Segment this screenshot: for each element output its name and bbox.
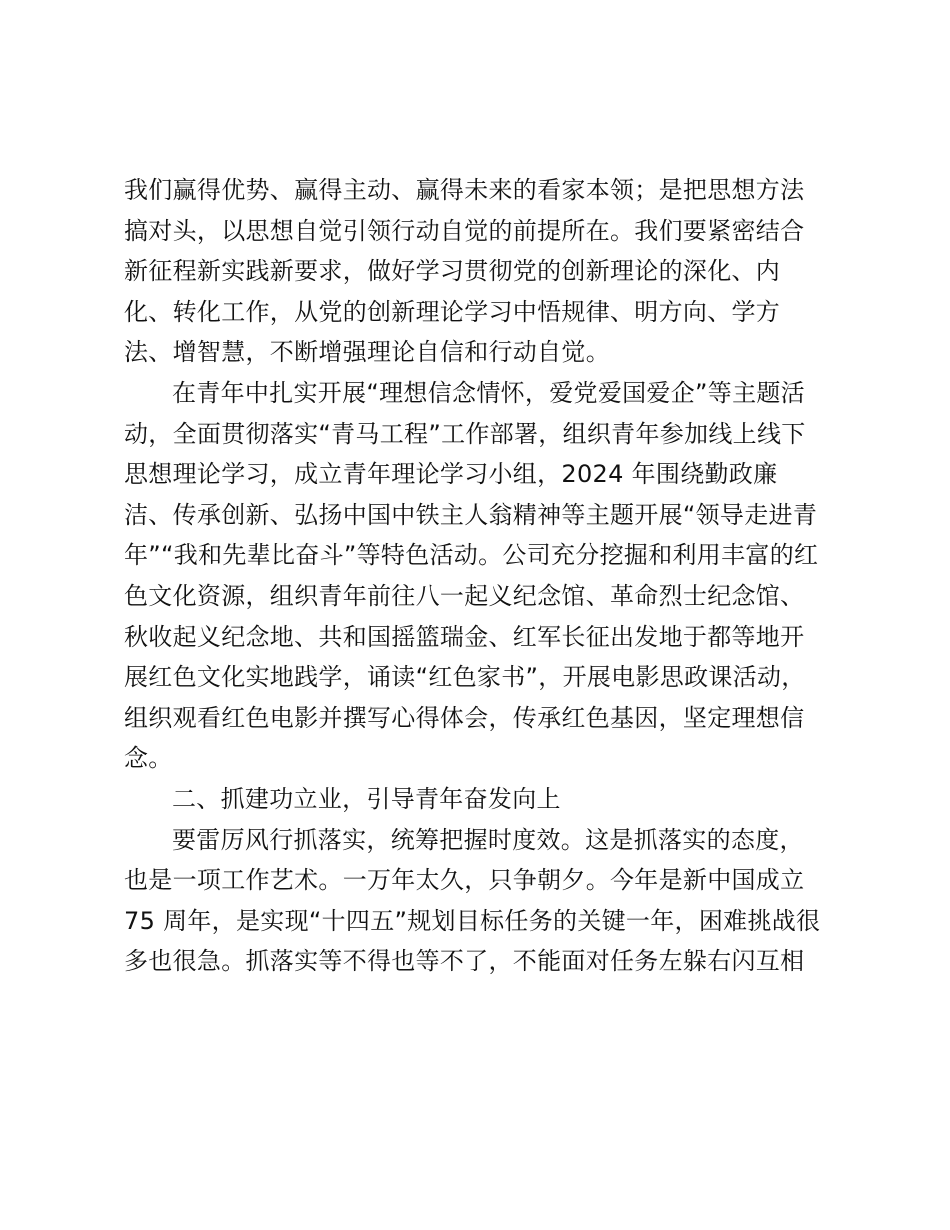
paragraph-line: 展红色文化实地践学，诵读“红色家书”，开展电影思政课活动，: [124, 663, 806, 692]
paragraph-line: 洁、传承创新、弘扬中国中铁主人翁精神等主题开展“领导走进青: [124, 500, 818, 529]
paragraph-3: [124, 820, 844, 982]
paragraph-line: 秋收起义纪念地、共和国摇篮瑞金、红军长征出发地于都等地开: [124, 622, 805, 651]
paragraph-2: [124, 373, 844, 779]
paragraph-line: 也是一项工作艺术。一万年太久，只争朝夕。今年是新中国成立: [124, 866, 805, 895]
paragraph-line: 组织观看红色电影并撰写心得体会，传承红色基因，坚定理想信: [124, 703, 805, 732]
paragraph-line: 新征程新实践新要求，做好学习贯彻党的创新理论的深化、内: [124, 257, 781, 286]
section-heading: 二、抓建功立业，引导青年奋发向上: [172, 784, 561, 813]
paragraph-line: 要雷厉风行抓落实，统筹把握时度效。这是抓落实的态度，: [172, 825, 804, 854]
paragraph-line: 化、转化工作，从党的创新理论学习中悟规律、明方向、学方: [124, 297, 781, 326]
paragraph-1: [124, 170, 844, 373]
paragraph-line: 搞对头，以思想自觉引领行动自觉的前提所在。我们要紧密结合: [124, 216, 805, 245]
paragraph-line: 在青年中扎实开展“理想信念情怀，爱党爱国爱企”等主题活: [172, 378, 805, 407]
paragraph-line: 色文化资源，组织青年前往八一起义纪念馆、革命烈士纪念馆、: [124, 581, 805, 610]
paragraph-line: 年”“我和先辈比奋斗”等特色活动。公司充分挖掘和利用丰富的红: [124, 541, 819, 570]
paragraph-line: 动，全面贯彻落实“青马工程”工作部署，组织青年参加线上线下: [124, 419, 806, 448]
paragraph-line: 思想理论学习，成立青年理论学习小组，2024 年围绕勤政廉: [124, 460, 778, 489]
paragraph-line: 法、增智慧，不断增强理论自信和行动自觉。: [124, 338, 610, 367]
paragraph-line: 多也很急。抓落实等不得也等不了，不能面对任务左躲右闪互相: [124, 947, 805, 976]
paragraph-line: 念。: [124, 744, 173, 773]
document-body: [124, 170, 844, 982]
paragraph-line: 我们赢得优势、赢得主动、赢得未来的看家本领；是把思想方法: [124, 176, 805, 204]
paragraph-line: 75 周年，是实现“十四五”规划目标任务的关键一年，困难挑战很: [124, 906, 821, 935]
